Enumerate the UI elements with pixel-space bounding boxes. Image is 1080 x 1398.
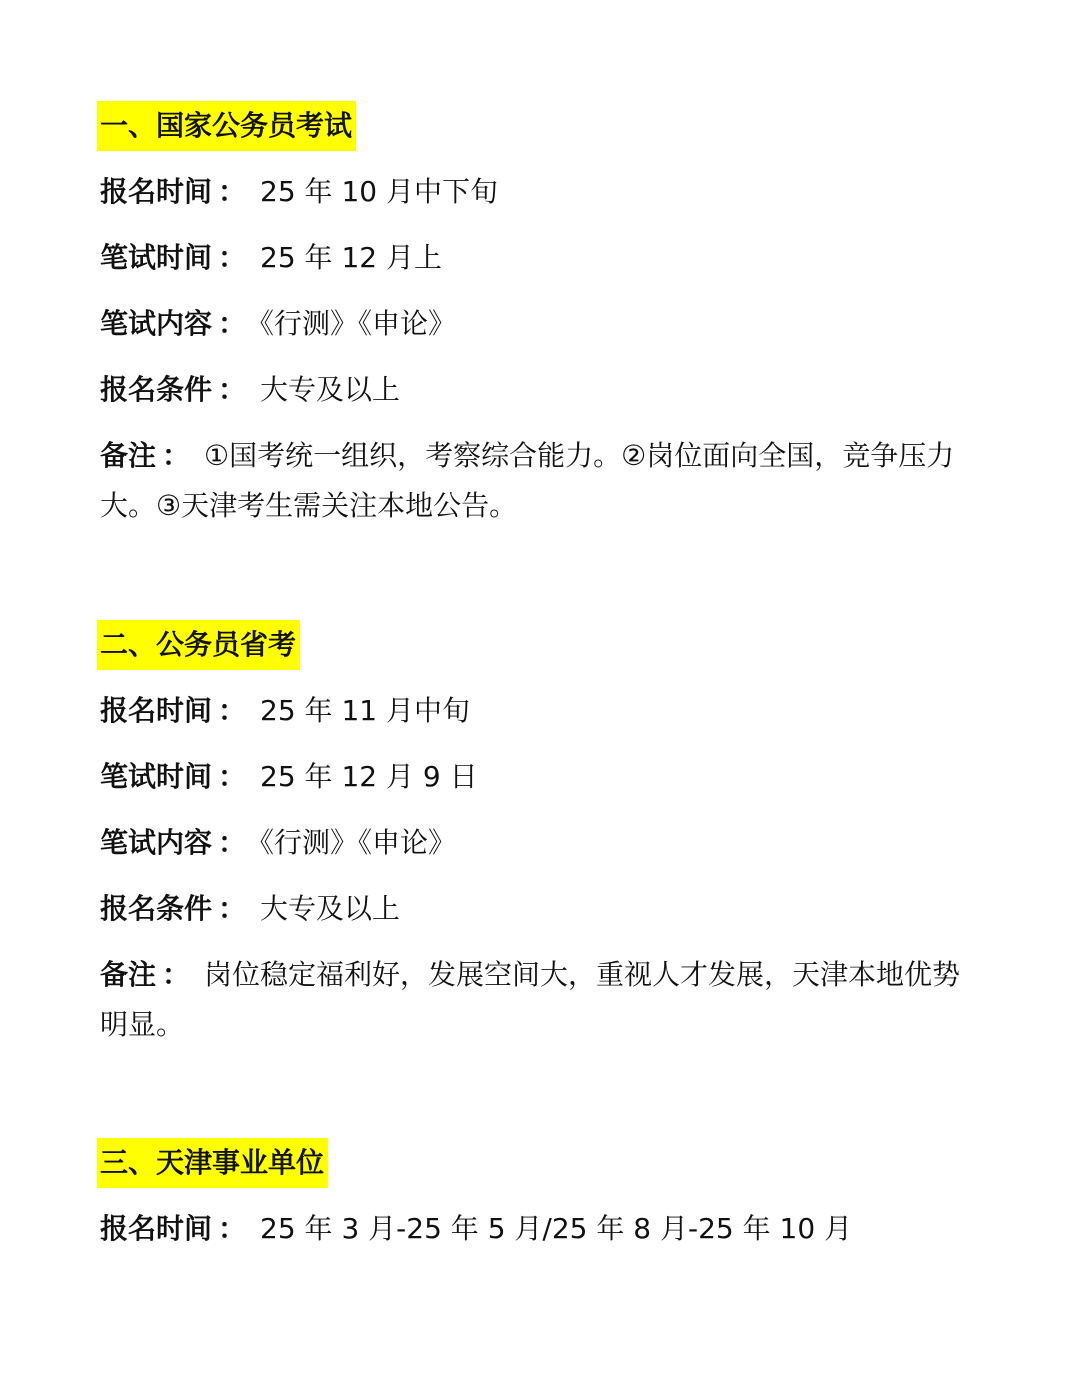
section-heading: 二、公务员省考 [97,620,300,670]
remarks-row [100,950,980,1050]
field-label: 报名条件 [100,373,213,406]
exam-content-row [100,299,980,349]
field-value: 25 年 12 月 9 日 [260,760,478,793]
field-value: 25 年 10 月中下旬 [260,175,498,208]
registration-time-row [100,1204,980,1254]
field-separator: ： [218,892,247,925]
field-label: 报名时间 [100,694,213,727]
exam-time-row [100,233,980,283]
field-label: 报名时间 [100,1212,213,1245]
section-provincial-civil-service [100,620,980,1050]
field-value: 大专及以上 [260,373,401,406]
field-value: ①国考统一组织，考察综合能力。②岗位面向全国，竞争压力大。③天津考生需关注本地公告。 [100,439,955,522]
field-separator: ： [218,307,247,340]
field-label: 报名时间 [100,175,213,208]
section-heading: 一、国家公务员考试 [97,101,356,151]
field-label: 笔试时间 [100,760,213,793]
eligibility-row [100,884,980,934]
field-label: 笔试内容 [100,307,213,340]
exam-time-row [100,752,980,802]
field-separator: ： [162,439,191,472]
section-national-civil-service [100,101,980,531]
field-label: 笔试内容 [100,826,213,859]
exam-content-row [100,818,980,868]
field-separator: ： [218,175,247,208]
section-heading: 三、天津事业单位 [97,1138,328,1188]
field-separator: ： [218,1212,247,1245]
registration-time-row [100,686,980,736]
field-value: 25 年 12 月上 [260,241,442,274]
field-separator: ： [218,373,247,406]
field-separator: ： [218,694,247,727]
field-label: 报名条件 [100,892,213,925]
registration-time-row [100,167,980,217]
field-value: 25 年 11 月中旬 [260,694,470,727]
field-separator: ： [218,826,247,859]
field-label: 备注 [100,439,157,472]
field-value: 《行测》《申论》 [260,307,457,340]
field-label: 笔试时间 [100,241,213,274]
field-value: 《行测》《申论》 [260,826,457,859]
eligibility-row [100,365,980,415]
field-value: 大专及以上 [260,892,401,925]
field-separator: ： [218,760,247,793]
field-label: 备注 [100,958,157,991]
field-value: 25 年 3 月-25 年 5 月/25 年 8 月-25 年 10 月 [260,1212,853,1245]
field-separator: ： [162,958,191,991]
section-tianjin-public-institution [100,1138,980,1254]
field-value: 岗位稳定福利好，发展空间大，重视人才发展，天津本地优势明显。 [100,958,961,1041]
remarks-row [100,431,980,531]
field-separator: ： [218,241,247,274]
